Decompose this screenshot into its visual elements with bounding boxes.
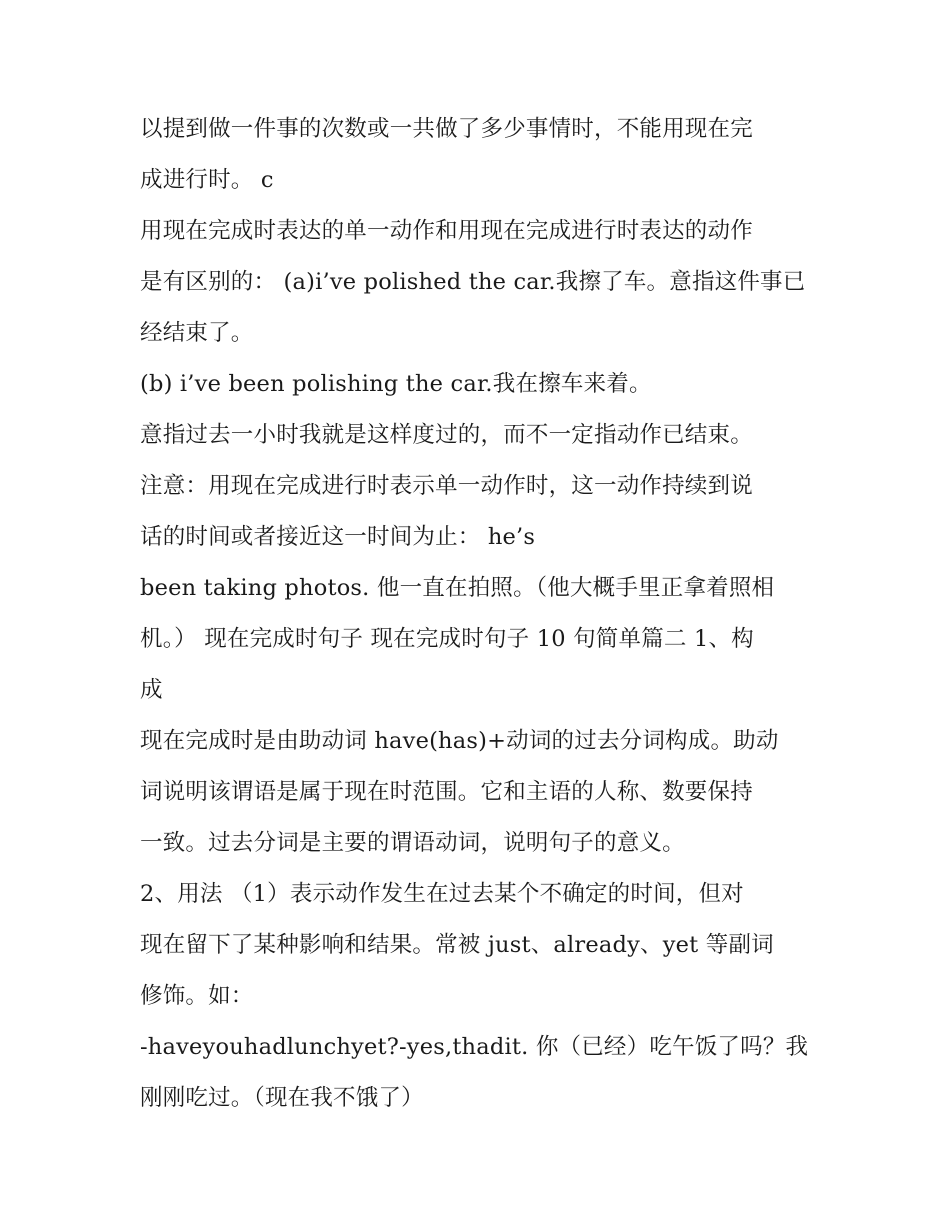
text-line: 成进行时。 c [140,167,274,193]
text-line: 现在完成时是由助动词 have(has)+动词的过去分词构成。助动 [140,728,779,754]
text-line: 机。） 现在完成时句子 现在完成时句子 10 句简单篇二 1、构 [140,626,754,652]
text-line: 现在留下了某种影响和结果。常被 just、already、yet 等副词 [140,932,774,958]
document-body [140,104,820,1124]
text-line: 成 [140,677,163,703]
text-line: 2、用法 （1）表示动作发生在过去某个不确定的时间，但对 [140,881,744,907]
text-line: 注意：用现在完成进行时表示单一动作时，这一动作持续到说 [140,473,753,499]
text-line: 用现在完成时表达的单一动作和用现在完成进行时表达的动作 [140,218,753,244]
text-line: -haveyouhadlunchyet?-yes,thadit. 你（已经）吃午饭了吗？我 [140,1034,809,1060]
text-line: been taking photos. 他一直在拍照。（他大概手里正拿着照相 [140,575,775,601]
text-line: (b) i’ve been polishing the car.我在擦车来着。 [140,371,652,397]
text-line: 修饰。如： [140,983,254,1009]
text-line: 意指过去一小时我就是这样度过的，而不一定指动作已结束。 [140,422,753,448]
text-line: 以提到做一件事的次数或一共做了多少事情时，不能用现在完 [140,116,753,142]
text-line: 一致。过去分词是主要的谓语动词，说明句子的意义。 [140,830,685,856]
text-line: 词说明该谓语是属于现在时范围。它和主语的人称、数要保持 [140,779,753,805]
text-line: 刚刚吃过。（现在我不饿了） [140,1085,424,1111]
text-line: 经结束了。 [140,320,254,346]
text-line: 话的时间或者接近这一时间为止： he’s [140,524,536,550]
text-line: 是有区别的： (a)i’ve polished the car.我擦了车。意指这件事已 [140,269,806,295]
